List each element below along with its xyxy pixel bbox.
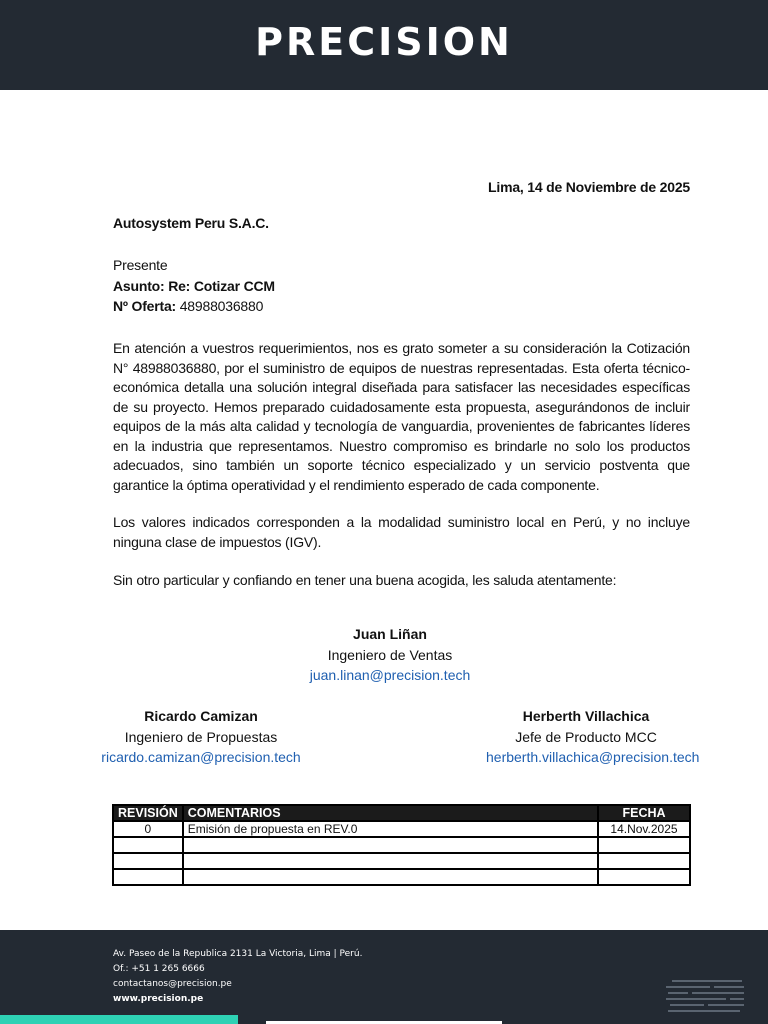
cell-comment: Emisión de propuesta en REV.0 [183,821,598,837]
footer-website: www.precision.pe [113,994,204,1004]
signature-role: Jefe de Producto MCC [515,728,657,745]
signature-product-manager [486,706,700,768]
cell-comment [183,837,598,853]
offer-number: 48988036880 [179,298,264,314]
cell-date [598,853,690,869]
footer-address: Av. Paseo de la Republica 2131 La Victoria, Lima | Perú. [113,949,363,959]
paragraph-pricing-note: Los valores indicados corresponden a la modalidad suministro local en Perú, y no incluye ninguna clase de impuestos (IGV). [113,514,690,550]
footer-contact [113,947,362,1007]
letter-date: Lima, 14 de Noviembre de 2025 [488,179,690,195]
letterhead-header [0,0,768,90]
recipient-name: Autosystem Peru S.A.C. [113,215,269,231]
subject-value: Re: Cotizar CCM [168,277,275,294]
cell-date: 14.Nov.2025 [598,821,690,837]
cell-comment [183,869,598,885]
offer-line [113,296,275,317]
table-row [113,869,690,885]
paragraph-intro: En atención a vuestros requerimientos, nos es grato someter a su consideración la Cotización N° 48988036880, por el suministro de equipos de nuestras representadas. Esta oferta técnico-económica detalla una solución integral diseñada para satisfacer las necesidades específicas de su proyecto. Hemos preparado cuidadosamente esta propuesta, asegurándonos de incluir equipos de la más alta calidad y tecnología de vanguardia, provenientes de fabricantes líderes en la industria que representamos. Nuestro compromiso es brindarle no solo los productos adecuados, sino también un soporte técnico especializado y un servicio postventa que garantice la óptima operatividad y el rendimiento esperado de cada componente. [113,340,690,493]
greeting: Presente [113,257,168,273]
cell-date [598,869,690,885]
subject-line [113,276,275,297]
cell-comment [183,853,598,869]
cell-revision [113,837,183,853]
revision-table [112,804,691,886]
letter-meta [113,255,275,317]
signature-name: Ricardo Camizan [144,708,258,724]
paragraph-closing: Sin otro particular y confiando en tener una buena acogida, les saluda atentamente: [113,572,617,588]
column-header-revision: REVISIÓN [113,805,183,821]
signature-name: Herberth Villachica [522,708,650,724]
cell-revision: 0 [113,821,183,837]
company-logo: PRECISION [255,20,513,64]
signature-proposals-engineer [101,706,301,768]
signature-role: Ingeniero de Propuestas [124,728,278,745]
table-row [113,853,690,869]
signature-sales-engineer [290,624,490,686]
cell-revision [113,869,183,885]
subject-label: Asunto: [113,277,165,294]
cell-date [598,837,690,853]
signature-email-link[interactable]: herberth.villachica@precision.tech [486,749,700,765]
offer-label: Nº Oferta: [113,298,177,314]
signature-email-link[interactable]: juan.linan@precision.tech [309,667,471,683]
table-row [113,821,690,837]
table-header-row [113,805,690,821]
footer-phone: Of.: +51 1 265 6666 [113,964,205,974]
column-header-date: FECHA [598,805,690,821]
table-row [113,837,690,853]
letterhead-footer [0,930,768,1024]
signature-name: Juan Liñan [353,626,427,642]
signature-role: Ingeniero de Ventas [327,646,453,663]
footer-accent-bar [0,1015,238,1024]
column-header-comments: COMENTARIOS [183,805,598,821]
footer-logo-watermark-icon [664,978,748,1016]
signature-email-link[interactable]: ricardo.camizan@precision.tech [101,749,301,765]
footer-email: contactanos@precision.pe [113,979,232,989]
cell-revision [113,853,183,869]
